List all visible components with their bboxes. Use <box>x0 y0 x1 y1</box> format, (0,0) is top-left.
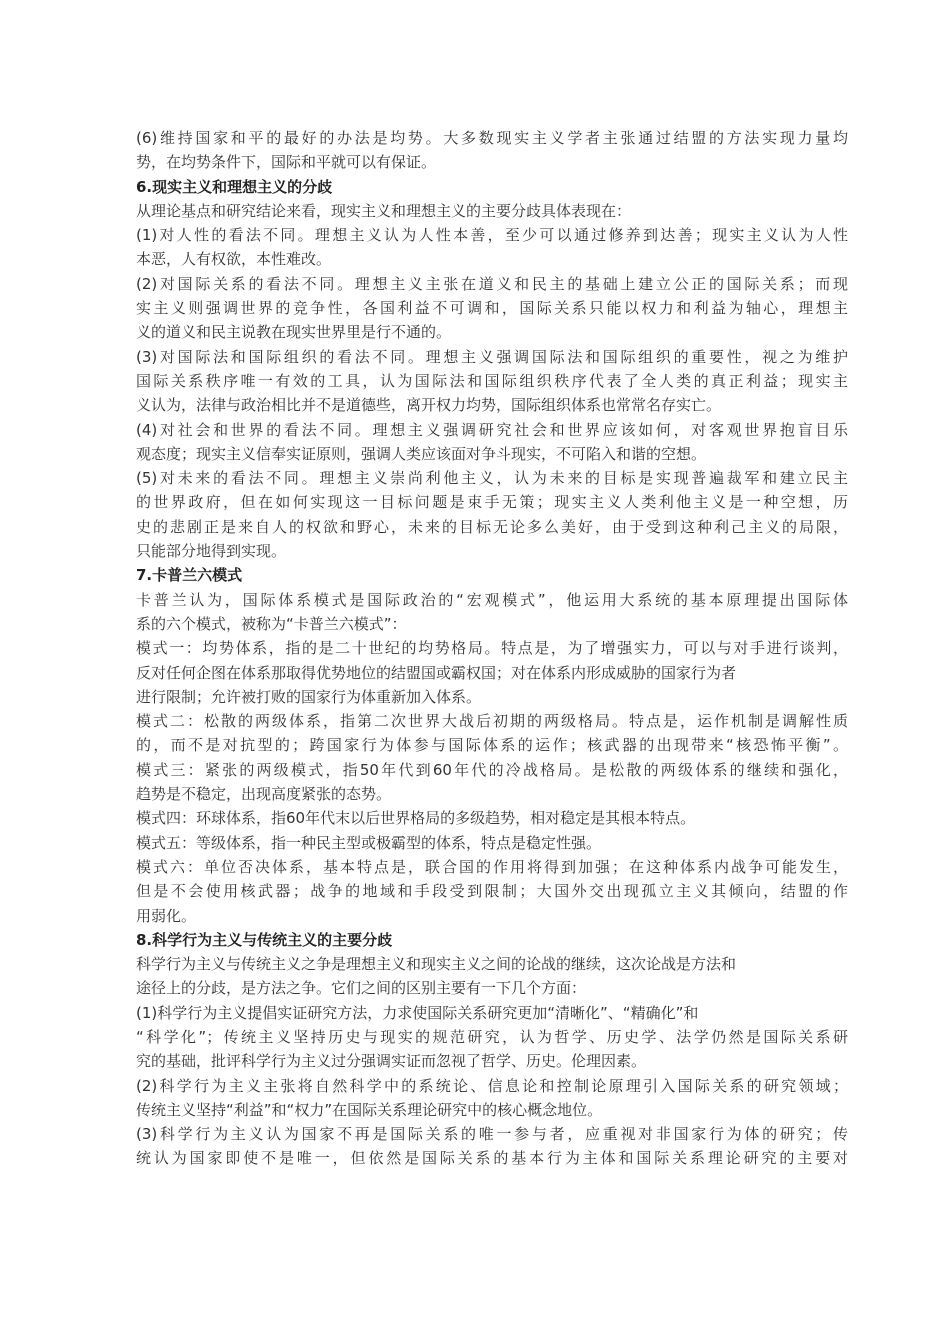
text-line: 用弱化。 <box>136 906 197 925</box>
text-line: (3)对国际法和国际组织的看法不同。理想主义强调国际法和国际组织的重要性，视之为维护 <box>136 347 848 366</box>
section-heading: 7.卡普兰六模式 <box>136 566 243 585</box>
text-line: 国际关系秩序唯一有效的工具，认为国际法和国际组织秩序代表了全人类的真正利益；现实主 <box>136 371 848 390</box>
text-line: 义的道义和民主说教在现实世界里是行不通的。 <box>136 323 452 342</box>
text-line: 义认为，法律与政治相比并不是道德些，离开权力均势，国际组织体系也常常名存实亡。 <box>136 396 722 415</box>
text-line: 的，而不是对抗型的；跨国家行为体参与国际体系的运作；核武器的出现带来“核恐怖平衡”。 <box>136 736 848 755</box>
text-line: 观态度；现实主义信奉实证原则，强调人类应该面对争斗现实，不可陷入和谐的空想。 <box>136 444 707 463</box>
text-line: 模式二：松散的两级体系，指第二次世界大战后初期的两级格局。特点是，运作机制是调解性质 <box>136 712 848 731</box>
section-heading: 8.科学行为主义与传统主义的主要分歧 <box>136 930 393 949</box>
text-line: 反对任何企图在体系那取得优势地位的结盟国或霸权国；对在体系内形成威胁的国家行为者 <box>136 663 737 682</box>
text-line: 途径上的分歧，是方法之争。它们之间的区别主要有一下几个方面： <box>136 979 587 998</box>
text-line: 实主义则强调世界的竞争性，各国利益不可调和，国际关系只能以权力和利益为轴心，理想主 <box>136 299 848 318</box>
text-line: (5)对未来的看法不同。理想主义崇尚利他主义，认为未来的目标是实现普遍裁军和建立民主 <box>136 469 848 488</box>
text-line: (2)对国际关系的看法不同。理想主义主张在道义和民主的基础上建立公正的国际关系；而现 <box>136 274 848 293</box>
document-page <box>136 126 848 1171</box>
text-line: 进行限制；允许被打败的国家行为体重新加入体系。 <box>136 687 482 706</box>
text-line: 但是不会使用核武器；战争的地域和手段受到限制；大国外交出现孤立主义其倾向，结盟的作 <box>136 882 848 901</box>
text-line: 传统主义坚持“利益”和“权力”在国际关系理论研究中的核心概念地位。 <box>136 1100 603 1119</box>
text-line: 模式六：单位否决体系，基本特点是，联合国的作用将得到加强；在这种体系内战争可能发生， <box>136 857 848 876</box>
text-line: 史的悲剧正是来自人的权欲和野心，未来的目标无论多么美好，由于受到这种利己主义的局限， <box>136 517 848 536</box>
text-line: 科学行为主义与传统主义之争是理想主义和现实主义之间的论战的继续，这次论战是方法和 <box>136 955 737 974</box>
text-line: 从理论基点和研究结论来看，现实主义和理想主义的主要分歧具体表现在： <box>136 201 632 220</box>
text-line: 势，在均势条件下，国际和平就可以有保证。 <box>136 153 437 172</box>
text-line: 统认为国家即使不是唯一，但依然是国际关系的基本行为主体和国际关系理论研究的主要对 <box>136 1149 848 1168</box>
text-line: 系的六个模式，被称为“卡普兰六模式”： <box>136 614 407 633</box>
section-heading: 6.现实主义和理想主义的分歧 <box>136 177 333 196</box>
text-line: (6)维持国家和平的最好的办法是均势。大多数现实主义学者主张通过结盟的方法实现力量均 <box>136 129 848 147</box>
text-line: 模式四：环球体系，指60年代末以后世界格局的多级趋势，相对稳定是其根本特点。 <box>136 809 696 828</box>
text-line: 的世界政府，但在如何实现这一目标问题是束手无策；现实主义人类利他主义是一种空想，历 <box>136 493 848 512</box>
text-line: (3)科学行为主义认为国家不再是国际关系的唯一参与者，应重视对非国家行为体的研究；传 <box>136 1125 848 1144</box>
text-line: 模式五：等级体系，指一种民主型或极霸型的体系，特点是稳定性强。 <box>136 833 602 852</box>
text-line: 只能部分地得到实现。 <box>136 542 287 561</box>
text-line: “科学化”；传统主义坚持历史与现实的规范研究，认为哲学、历史学、法学仍然是国际关系研 <box>136 1027 848 1046</box>
text-line: 究的基础，批评科学行为主义过分强调实证而忽视了哲学、历史。伦理因素。 <box>136 1052 647 1071</box>
text-line: (4)对社会和世界的看法不同。理想主义强调研究社会和世界应该如何，对客观世界抱盲目乐 <box>136 420 848 439</box>
text-line: 本恶，人有权欲，本性难改。 <box>136 250 332 269</box>
text-line: (1)对人性的看法不同。理想主义认为人性本善，至少可以通过修养到达善；现实主义认为人性 <box>136 226 848 245</box>
text-line: (1)科学行为主义提倡实证研究方法，力求使国际关系研究更加“清晰化”、“精确化”和 <box>136 1003 699 1022</box>
text-line: (2)科学行为主义主张将自然科学中的系统论、信息论和控制论原理引入国际关系的研究领域； <box>136 1076 848 1095</box>
text-line: 模式一：均势体系，指的是二十世纪的均势格局。特点是，为了增强实力，可以与对手进行谈判， <box>136 639 848 658</box>
text-line: 卡普兰认为，国际体系模式是国际政治的“宏观模式”，他运用大系统的基本原理提出国际体 <box>136 590 848 609</box>
text-line: 趋势是不稳定，出现高度紧张的态势。 <box>136 785 392 804</box>
text-line: 模式三：紧张的两级模式，指50年代到60年代的冷战格局。是松散的两级体系的继续和强化， <box>136 760 848 779</box>
